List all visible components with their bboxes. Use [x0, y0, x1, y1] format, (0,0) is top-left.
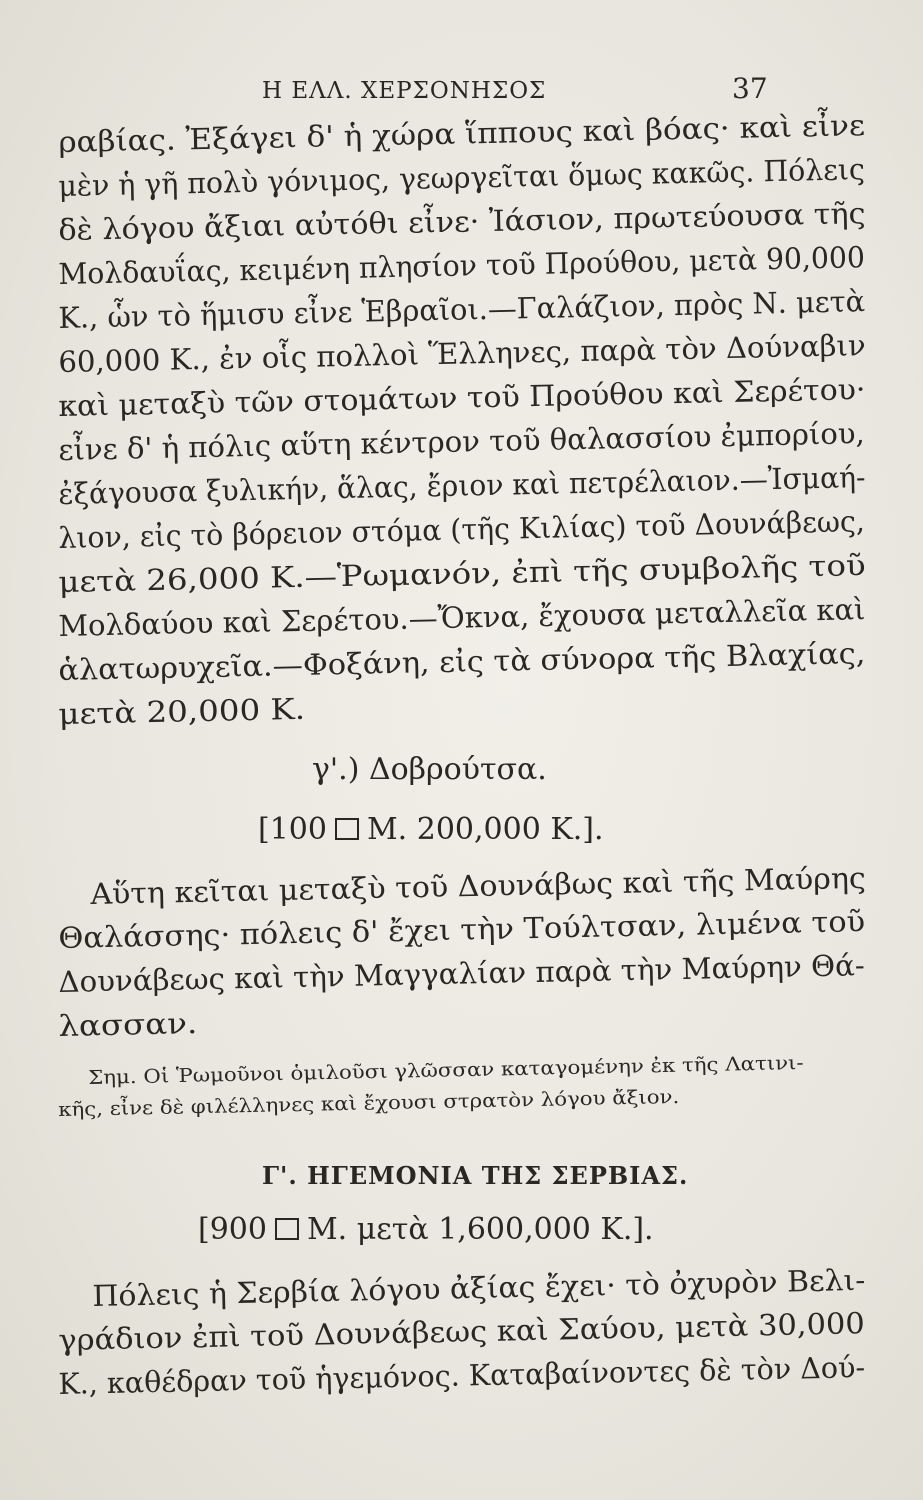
text-line: δὲ λόγου ἄξιαι αὐτόθι εἶνε· Ἰάσιον, πρωτεύουσα τῆς [58, 196, 866, 247]
text-line: ραβίας. Ἐξάγει δ' ἡ χώρα ἵππους καὶ βόας· καὶ εἶνε [58, 108, 866, 159]
population-value: Μ. μετὰ 1,600,000 Κ.]. [306, 1212, 654, 1247]
area-population-dobrudja [258, 812, 604, 848]
population-value: Μ. 200,000 Κ.]. [366, 812, 604, 847]
page-header [0, 72, 923, 112]
text-line: μετὰ 20,000 Κ. [58, 691, 306, 731]
text-line: γράδιον ἐπὶ τοῦ Δουνάβεως καὶ Σαύου, μετὰ 30,000 [58, 1306, 866, 1357]
text-line: ἁλατωρυχεῖα.—Φοξάνη, εἰς τὰ σύνορα τῆς Βλαχίας, [58, 636, 866, 687]
text-line: ἐξάγουσα ξυλικήν, ἅλας, ἔριον καὶ πετρέλαιον.—Ἰσμαή- [58, 460, 866, 511]
text-line: Κ., ὧν τὸ ἥμισυ εἶνε Ἑβραῖοι.—Γαλάζιον, πρὸς Ν. μετὰ [58, 284, 866, 335]
area-value: [900 [198, 1212, 267, 1247]
text-line: Πόλεις ἡ Σερβία λόγου ἀξίας ἔχει· τὸ ὀχυρὸν Βελι- [92, 1262, 866, 1313]
note-line: κῆς, εἶνε δὲ φιλέλληνες καὶ ἔχουσι στρατὸν λόγου ἄξιον. [58, 1085, 680, 1121]
text-line: εἶνε δ' ἡ πόλις αὕτη κέντρον τοῦ θαλασσίου ἐμπορίου, [58, 416, 866, 467]
square-miles-icon [275, 1218, 299, 1240]
text-line: 60,000 Κ., ἐν οἷς πολλοὶ Ἕλληνες, παρὰ τὸν Δούναβιν [58, 328, 866, 379]
text-line: Κ., καθέδραν τοῦ ἡγεμόνος. Καταβαίνοντες δὲ τὸν Δού- [58, 1350, 866, 1401]
text-line: μὲν ἡ γῆ πολὺ γόνιμος, γεωργεῖται ὅμως κακῶς. Πόλεις [58, 152, 866, 203]
area-value: [100 [258, 812, 327, 847]
text-line: Μολδαυΐας, κειμένη πλησίον τοῦ Προύθου, μετὰ 90,000 [58, 240, 866, 291]
text-line: Δουνάβεως καὶ τὴν Μαγγαλίαν παρὰ τὴν Μαύρην Θά- [58, 948, 866, 999]
square-miles-icon [335, 818, 359, 840]
running-title: Η ΕΛΛ. ΧΕΡΣΟΝΗΣΟΣ [262, 78, 547, 104]
page-number: 37 [732, 72, 768, 105]
text-line: Αὕτη κεῖται μεταξὺ τοῦ Δουνάβως καὶ τῆς Μαύρης [90, 860, 867, 911]
text-line: καὶ μεταξὺ τῶν στομάτων τοῦ Προύθου καὶ Σερέτου· [58, 372, 866, 423]
text-line: Μολδαύου καὶ Σερέτου.—Ὄκνα, ἔχουσα μεταλλεῖα καὶ [58, 592, 866, 643]
text-line: λασσαν. [58, 1006, 198, 1043]
subheading-dobrudja: γ'.) Δοβρούτσα. [312, 752, 547, 787]
text-line: Θαλάσσης· πόλεις δ' ἔχει τὴν Τούλτσαν, λιμένα τοῦ [58, 904, 866, 955]
text-line: λιον, εἰς τὸ βόρειον στόμα (τῆς Κιλίας) τοῦ Δουνάβεως, [58, 504, 866, 555]
text-line: μετὰ 26,000 Κ.—Ῥωμανόν, ἐπὶ τῆς συμβολῆς τοῦ [58, 548, 866, 599]
section-heading-serbia: Γ'. ΗΓΕΜΟΝΙΑ ΤΗΣ ΣΕΡΒΙΑΣ. [262, 1161, 689, 1190]
note-line: Σημ. Οἱ Ῥωμοῦνοι ὁμιλοῦσι γλῶσσαν καταγομένην ἐκ τῆς Λατινι- [88, 1052, 804, 1089]
area-population-serbia [198, 1212, 654, 1248]
